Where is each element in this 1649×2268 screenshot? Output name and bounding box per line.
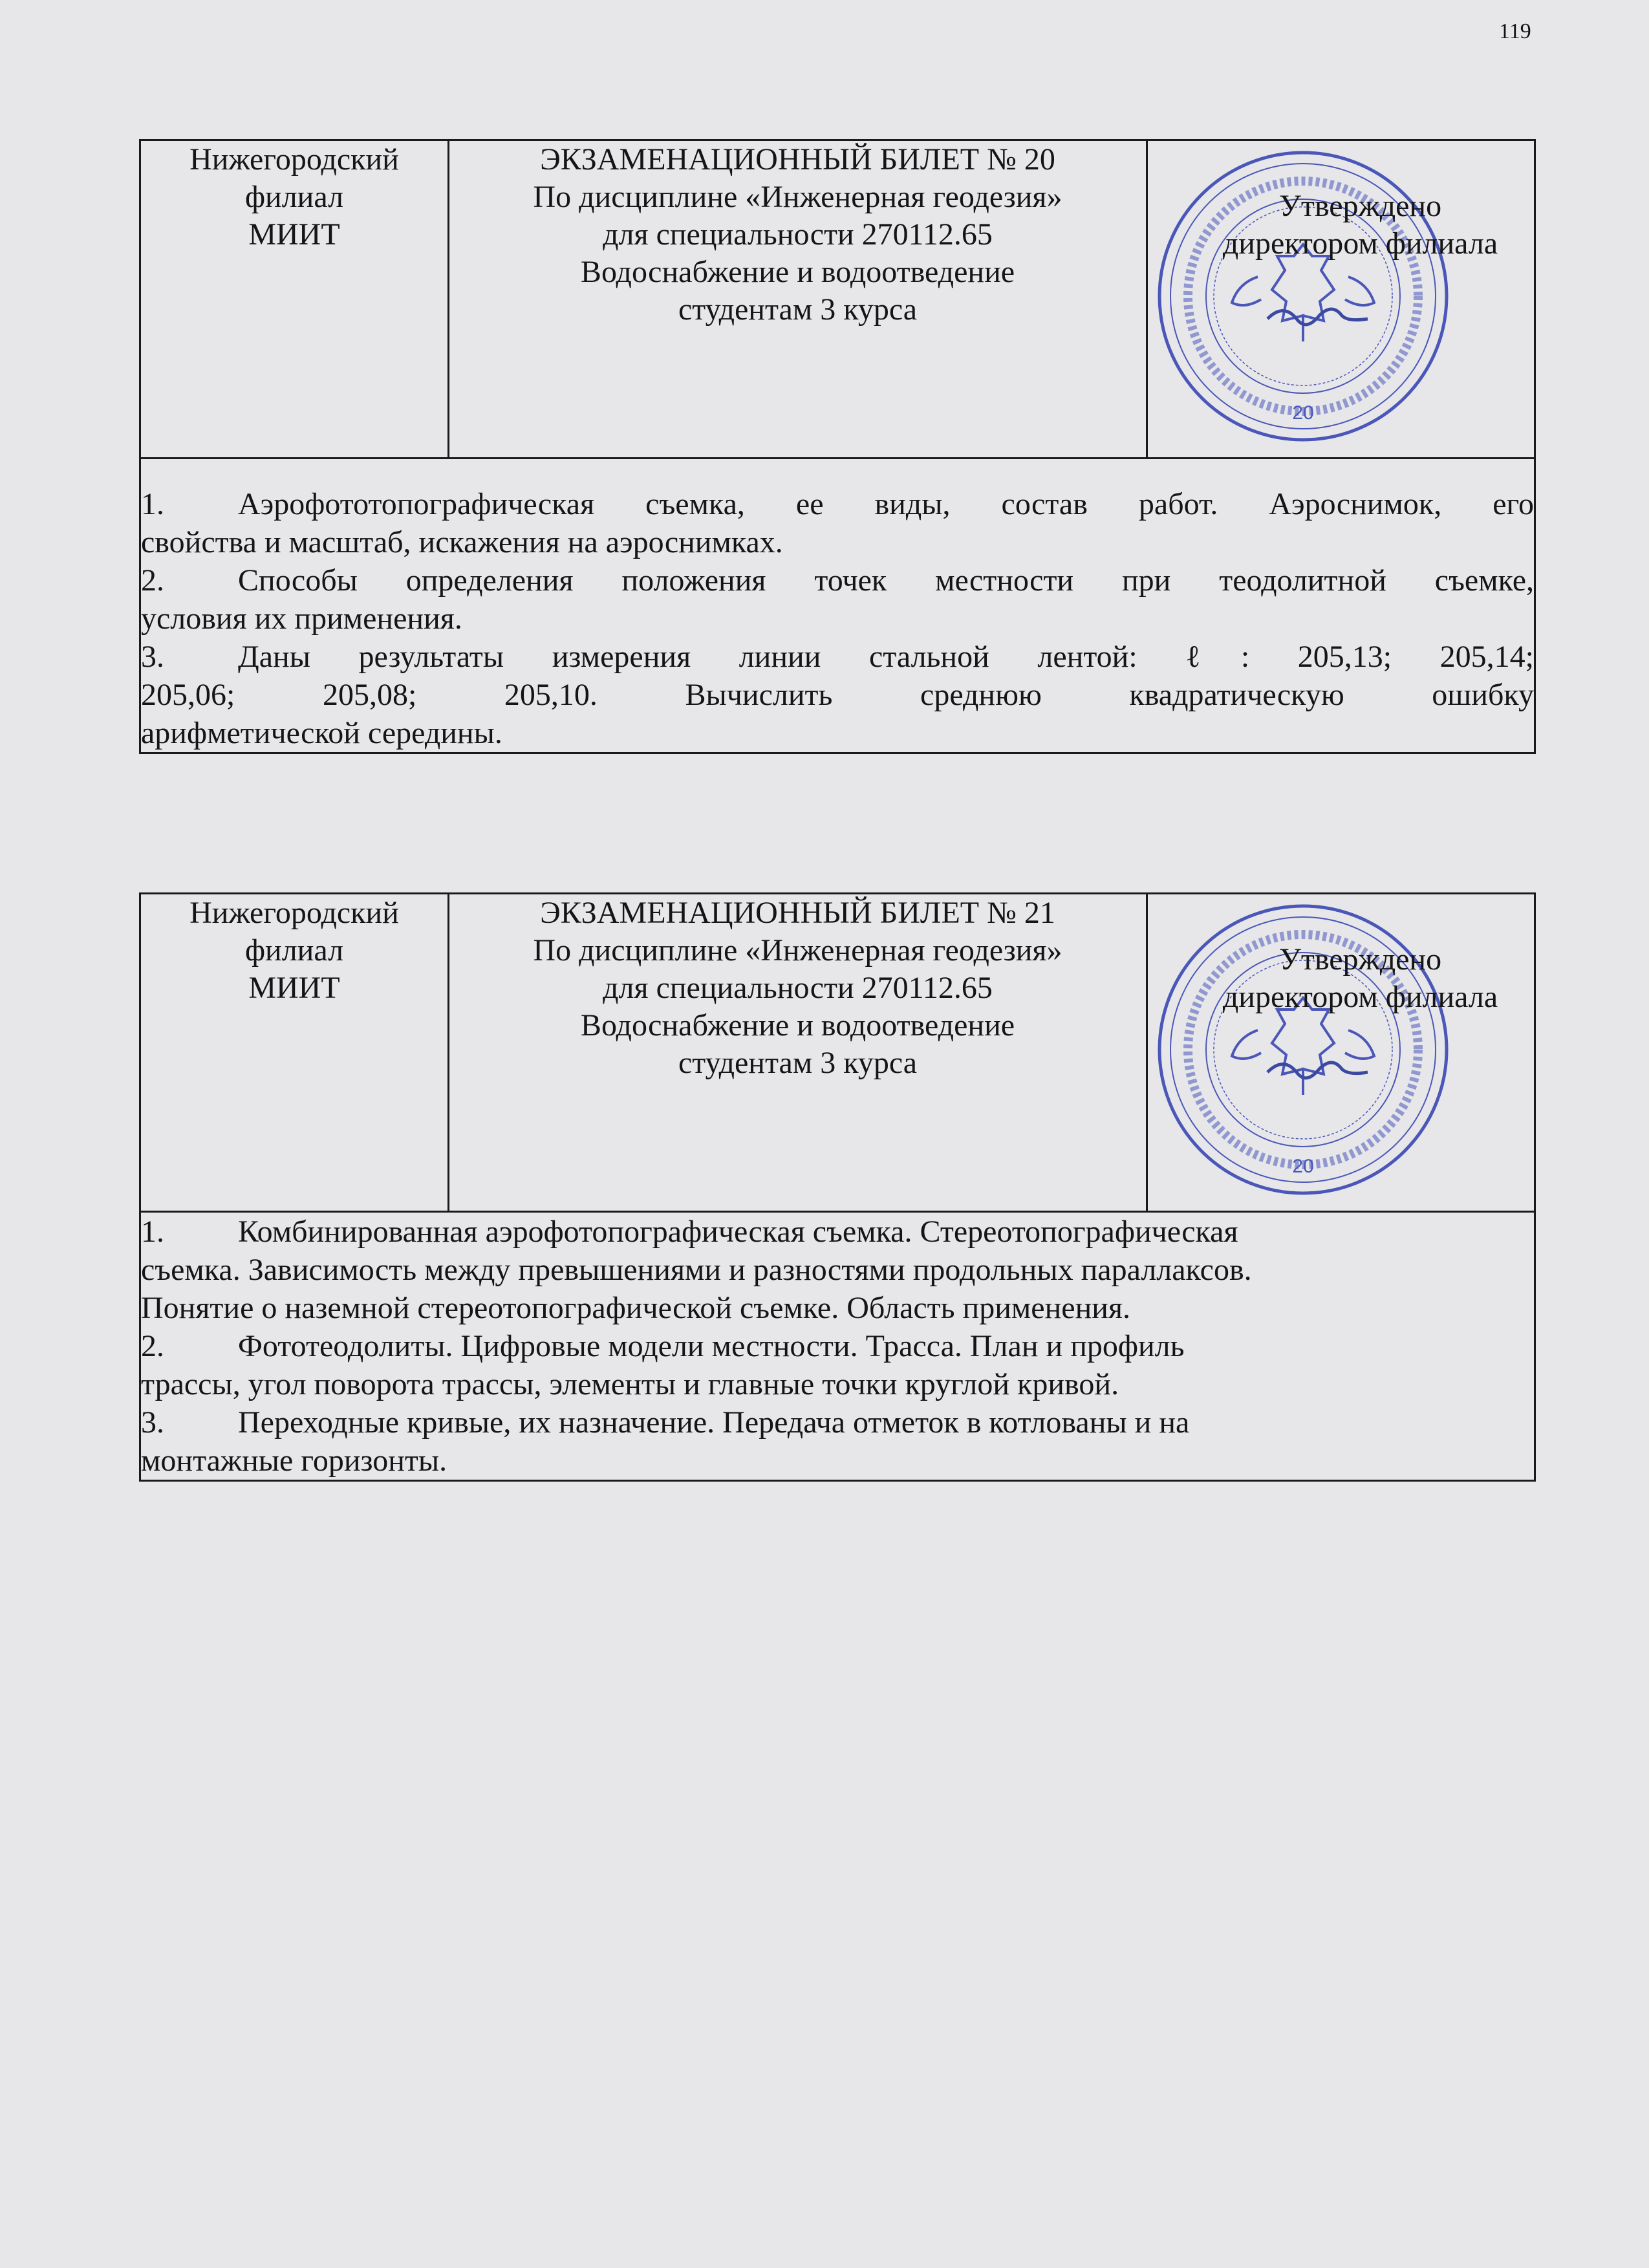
approved-line: Утверждено [1278,189,1442,223]
students: студентам 3 курса [678,292,918,327]
specialty: для специальности 270112.65 [603,217,993,252]
stamp-number: 20 [1292,402,1314,424]
question-text: Переходные кривые, их назначение. Передача отметок в котлованы и на [238,1405,1190,1440]
question-number: 2. [141,1329,164,1363]
question-text: Аэрофототопографическая съемка, ее виды, состав работ. Аэроснимок, его [238,487,1534,521]
approval-text [1148,894,1534,1016]
ticket-header-cell [449,894,1147,1212]
institution-line: Нижегородский [189,142,399,177]
question-text: Комбинированная аэрофотопографическая съемка. Стереотопографическая [238,1215,1238,1249]
question-text-cont: арифметической середины. [141,716,502,750]
stamp-number: 20 [1292,1156,1314,1177]
institution-line: Нижегородский [189,896,399,930]
specialty-name: Водоснабжение и водоотведение [580,1008,1015,1042]
ticket-title: ЭКЗАМЕНАЦИОННЫЙ БИЛЕТ № 21 [540,896,1055,930]
question-item [141,561,1534,638]
institution-line: филиал [244,933,344,967]
question-item [141,1327,1534,1403]
institution-line: МИИТ [248,217,340,252]
approved-line: директором филиала [1222,980,1498,1014]
ticket-title: ЭКЗАМЕНАЦИОННЫЙ БИЛЕТ № 20 [540,142,1055,177]
question-item [141,1403,1534,1480]
question-text-cont: свойства и масштаб, искажения на аэроснимках. [141,525,783,559]
questions-cell [140,459,1535,753]
specialty-name: Водоснабжение и водоотведение [580,255,1015,289]
institution-cell [140,894,449,1212]
approval-text [1148,141,1534,263]
question-text-cont: Понятие о наземной стереотопографической съемке. Область применения. [141,1291,1131,1325]
question-item [141,638,1534,752]
discipline: По дисциплине «Инженерная геодезия» [533,933,1062,967]
specialty: для специальности 270112.65 [603,971,993,1005]
question-text-cont: трассы, угол поворота трассы, элементы и главные точки круглой кривой. [141,1367,1119,1401]
question-text-cont: съемка. Зависимость между превышениями и разностями продольных параллаксов. [141,1253,1252,1287]
question-number: 2. [141,563,164,598]
page-number: 119 [1499,19,1531,43]
exam-ticket-20 [139,139,1536,754]
discipline: По дисциплине «Инженерная геодезия» [533,180,1062,214]
institution-line: МИИТ [248,971,340,1005]
question-text: Даны результаты измерения линии стальной лентой: ℓ: 205,13; 205,14; [238,640,1534,674]
institution-line: филиал [244,180,344,214]
question-number: 1. [141,487,164,521]
question-text-cont: монтажные горизонты. [141,1443,447,1478]
exam-ticket-21 [139,892,1536,1482]
ticket-header-cell [449,140,1147,459]
question-text: Фототеодолиты. Цифровые модели местности. Трасса. План и профиль [238,1329,1185,1363]
approved-line: Утверждено [1278,942,1442,977]
question-number: 3. [141,640,164,674]
question-number: 3. [141,1405,164,1440]
questions-cell [140,1212,1535,1481]
institution-cell [140,140,449,459]
approval-cell [1147,140,1535,459]
question-text-cont: 205,06; 205,08; 205,10. Вычислить среднюю квадратическую ошибку [141,678,1534,712]
question-item [141,485,1534,561]
question-item [141,1213,1534,1327]
approval-cell [1147,894,1535,1212]
question-number: 1. [141,1215,164,1249]
question-text-cont: условия их применения. [141,601,462,636]
question-text: Способы определения положения точек местности при теодолитной съемке, [238,563,1534,598]
students: студентам 3 курса [678,1046,918,1080]
approved-line: директором филиала [1222,226,1498,261]
